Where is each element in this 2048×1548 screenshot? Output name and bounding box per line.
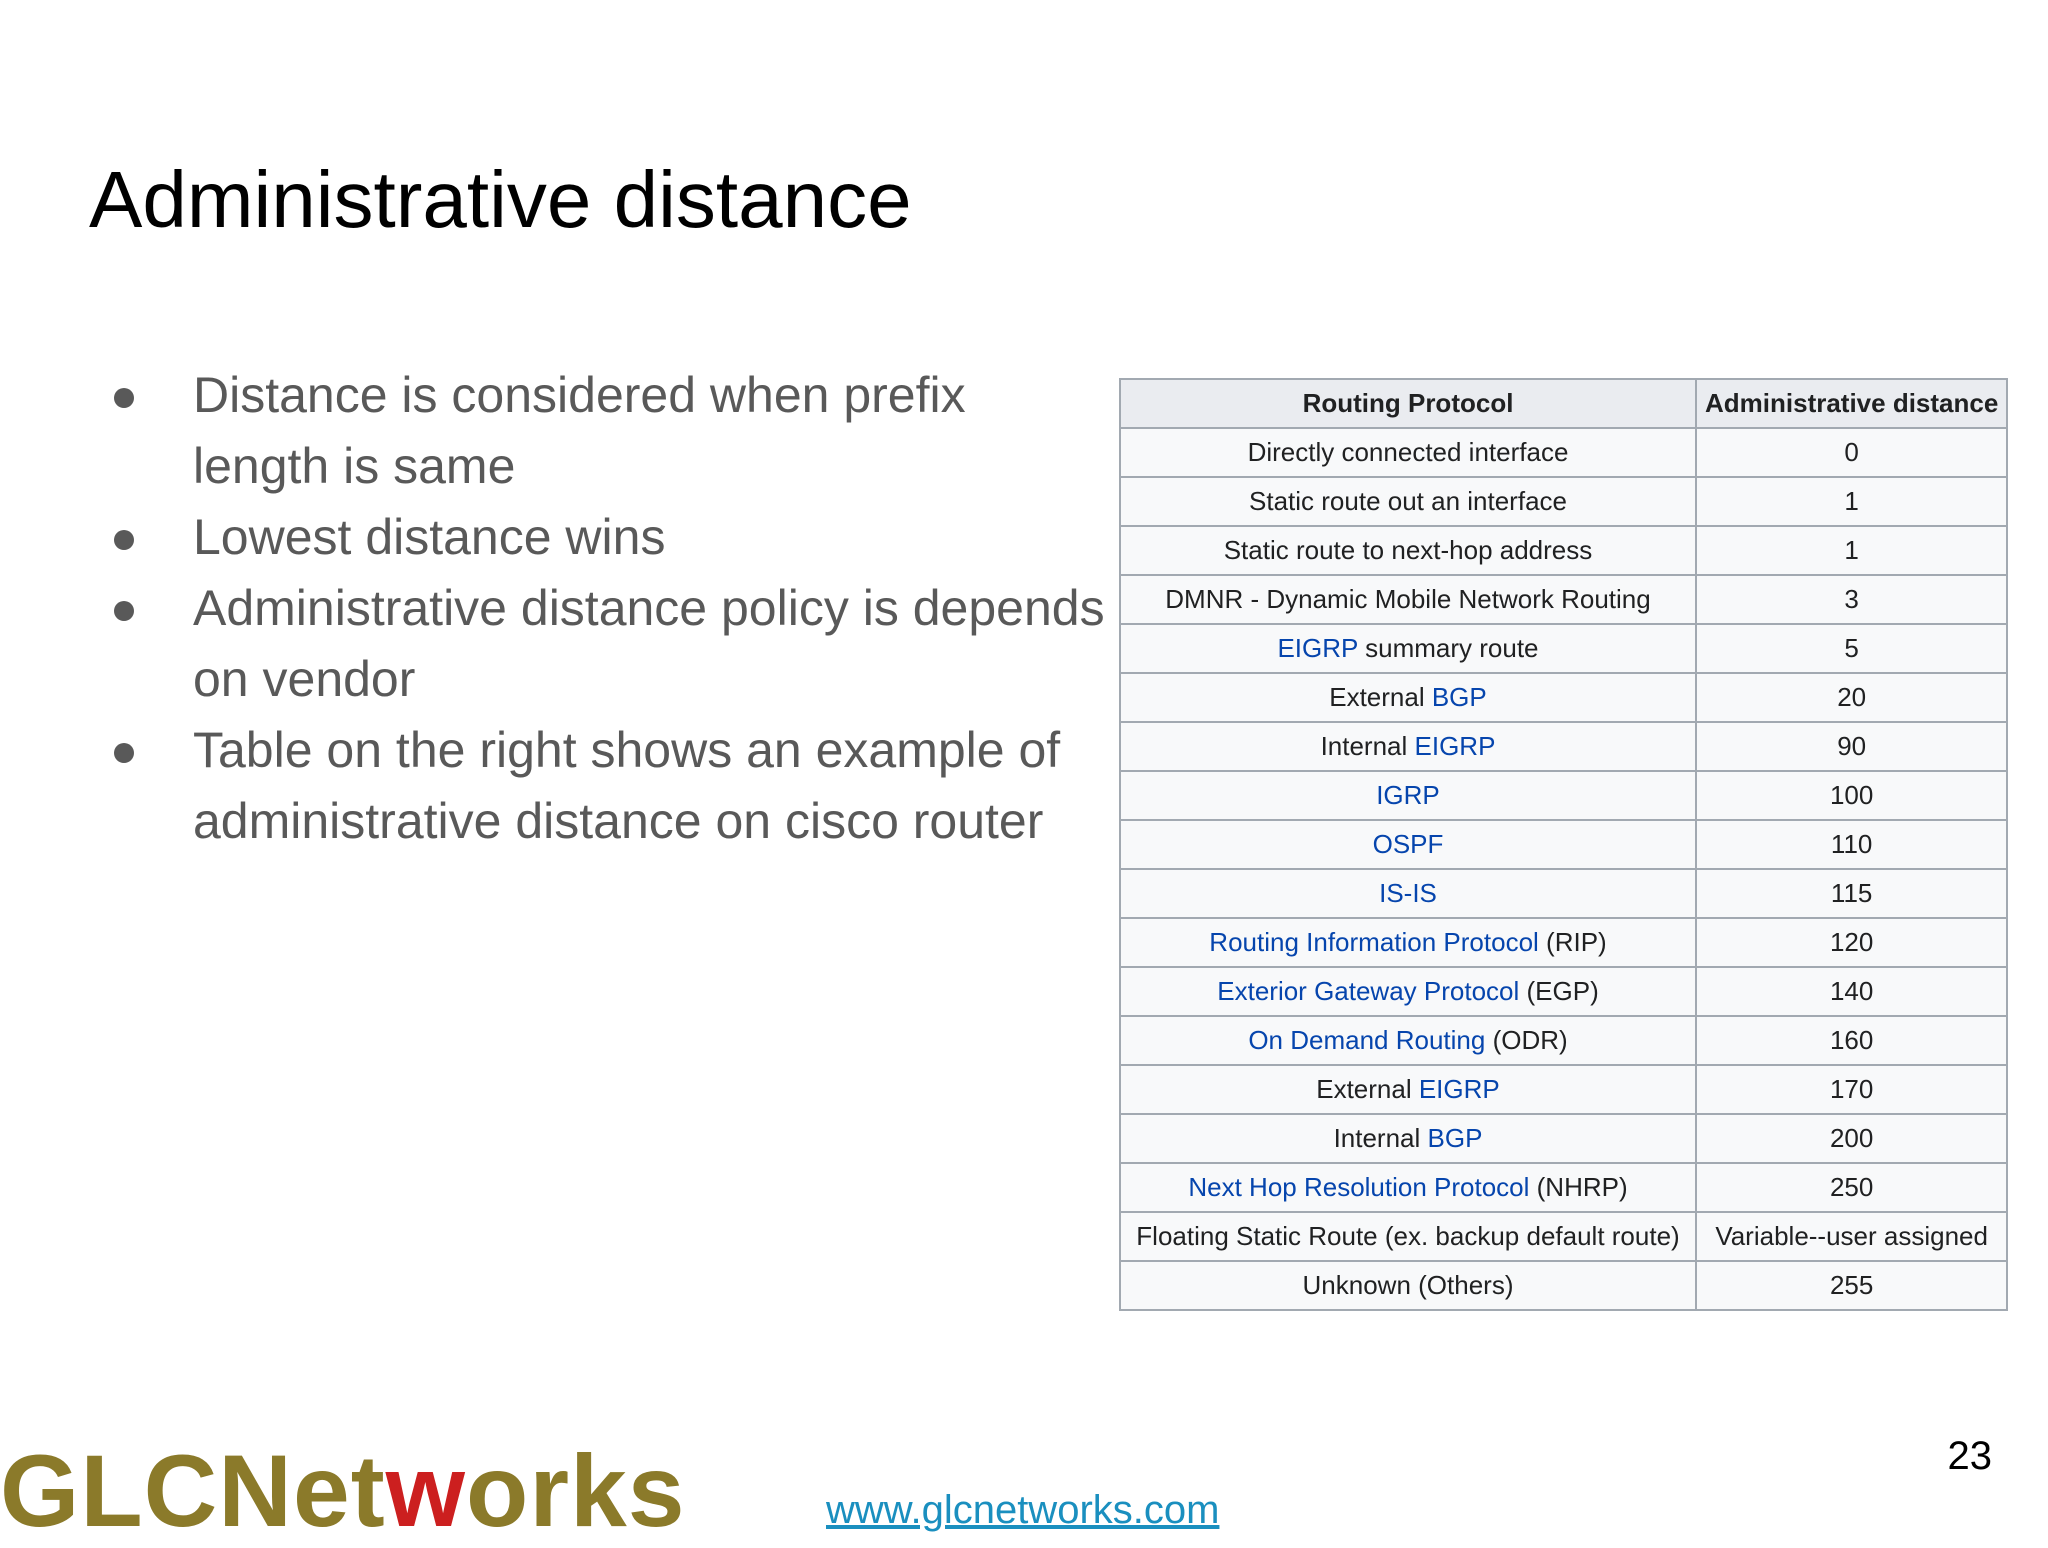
routing-protocol-cell — [1120, 722, 1696, 771]
bullet-dot-icon — [114, 601, 134, 621]
logo-text-start: GLCNet — [0, 1434, 386, 1548]
administrative-distance-cell: 160 — [1696, 1016, 2007, 1065]
table-row — [1120, 673, 2007, 722]
protocol-text: summary route — [1357, 633, 1539, 663]
protocol-text: Static route to next-hop address — [1223, 535, 1593, 565]
routing-protocol-cell — [1120, 1114, 1696, 1163]
routing-protocol-cell — [1120, 869, 1696, 918]
protocol-text: Static route out an interface — [1249, 486, 1567, 516]
administrative-distance-cell: 5 — [1696, 624, 2007, 673]
protocol-text: Directly connected interface — [1247, 437, 1569, 467]
table-row — [1120, 869, 2007, 918]
administrative-distance-cell: 3 — [1696, 575, 2007, 624]
table-row — [1120, 722, 2007, 771]
administrative-distance-cell: 0 — [1696, 428, 2007, 477]
bullet-list — [110, 360, 1110, 857]
protocol-text: (EGP) — [1519, 976, 1599, 1006]
administrative-distance-cell: 100 — [1696, 771, 2007, 820]
administrative-distance-table — [1119, 378, 2008, 1311]
table-row — [1120, 1065, 2007, 1114]
administrative-distance-cell: 1 — [1696, 526, 2007, 575]
routing-protocol-cell — [1120, 575, 1696, 624]
protocol-prefix-text: Internal — [1333, 1123, 1428, 1153]
routing-protocol-cell — [1120, 918, 1696, 967]
administrative-distance-cell: 255 — [1696, 1261, 2007, 1310]
routing-protocol-cell — [1120, 673, 1696, 722]
protocol-prefix-text: External — [1316, 1074, 1419, 1104]
routing-protocol-cell — [1120, 477, 1696, 526]
table-body — [1120, 428, 2007, 1310]
bullet-item — [110, 360, 1110, 502]
table-row — [1120, 1163, 2007, 1212]
administrative-distance-cell: 120 — [1696, 918, 2007, 967]
routing-protocol-cell — [1120, 967, 1696, 1016]
protocol-link[interactable]: BGP — [1431, 682, 1487, 712]
routing-protocol-cell — [1120, 428, 1696, 477]
bullet-dot-icon — [114, 388, 134, 408]
administrative-distance-cell: Variable--user assigned — [1696, 1212, 2007, 1261]
table-row — [1120, 967, 2007, 1016]
administrative-distance-cell: 90 — [1696, 722, 2007, 771]
table-row — [1120, 624, 2007, 673]
table-row — [1120, 820, 2007, 869]
logo-text-end: orks — [466, 1434, 686, 1548]
bullet-text: Administrative distance policy is depends on vendor — [193, 580, 1105, 707]
routing-protocol-cell — [1120, 820, 1696, 869]
protocol-link[interactable]: EIGRP — [1414, 731, 1496, 761]
protocol-link[interactable]: IS-IS — [1379, 878, 1437, 908]
column-header-administrative-distance: Administrative distance — [1696, 379, 2007, 428]
administrative-distance-cell: 110 — [1696, 820, 2007, 869]
protocol-text: DMNR - Dynamic Mobile Network Routing — [1165, 584, 1651, 614]
table-row — [1120, 771, 2007, 820]
table-row — [1120, 1016, 2007, 1065]
logo-text-accent: w — [385, 1434, 467, 1548]
protocol-text: (ODR) — [1485, 1025, 1568, 1055]
administrative-distance-cell: 115 — [1696, 869, 2007, 918]
protocol-link[interactable]: IGRP — [1376, 780, 1440, 810]
protocol-text: (NHRP) — [1529, 1172, 1628, 1202]
glcnetworks-logo — [0, 1434, 686, 1548]
protocol-link[interactable]: Exterior Gateway Protocol — [1217, 976, 1520, 1006]
bullet-item — [110, 502, 1110, 573]
bullet-text: Table on the right shows an example of administrative distance on cisco router — [193, 722, 1061, 849]
administrative-distance-cell: 20 — [1696, 673, 2007, 722]
page-number: 23 — [1947, 1434, 1992, 1478]
protocol-link[interactable]: BGP — [1427, 1123, 1483, 1153]
bullet-dot-icon — [114, 530, 134, 550]
table-row — [1120, 526, 2007, 575]
table-row — [1120, 918, 2007, 967]
table-row — [1120, 428, 2007, 477]
protocol-text: Floating Static Route (ex. backup default route) — [1136, 1221, 1680, 1251]
routing-protocol-cell — [1120, 1163, 1696, 1212]
column-header-routing-protocol: Routing Protocol — [1120, 379, 1696, 428]
protocol-link[interactable]: Next Hop Resolution Protocol — [1188, 1172, 1530, 1202]
routing-protocol-cell — [1120, 1212, 1696, 1261]
bullet-dot-icon — [114, 743, 134, 763]
table-row — [1120, 477, 2007, 526]
routing-protocol-cell — [1120, 526, 1696, 575]
protocol-link[interactable]: On Demand Routing — [1248, 1025, 1486, 1055]
routing-protocol-cell — [1120, 1016, 1696, 1065]
protocol-prefix-text: External — [1329, 682, 1432, 712]
routing-protocol-cell — [1120, 1065, 1696, 1114]
table-header-row — [1120, 379, 2007, 428]
administrative-distance-cell: 250 — [1696, 1163, 2007, 1212]
bullet-text: Lowest distance wins — [193, 509, 666, 565]
protocol-text: (RIP) — [1538, 927, 1607, 957]
administrative-distance-cell: 170 — [1696, 1065, 2007, 1114]
bullet-item — [110, 573, 1110, 715]
protocol-link[interactable]: EIGRP — [1277, 633, 1358, 663]
routing-protocol-cell — [1120, 624, 1696, 673]
table-row — [1120, 1114, 2007, 1163]
routing-protocol-cell — [1120, 771, 1696, 820]
administrative-distance-cell: 140 — [1696, 967, 2007, 1016]
slide-title: Administrative distance — [89, 155, 912, 244]
website-link[interactable]: www.glcnetworks.com — [826, 1488, 1220, 1532]
bullet-text: Distance is considered when prefix length is same — [193, 367, 966, 494]
protocol-text: Unknown (Others) — [1302, 1270, 1514, 1300]
protocol-link[interactable]: Routing Information Protocol — [1209, 927, 1539, 957]
routing-protocol-cell — [1120, 1261, 1696, 1310]
table-row — [1120, 575, 2007, 624]
protocol-prefix-text: Internal — [1320, 731, 1415, 761]
administrative-distance-cell: 200 — [1696, 1114, 2007, 1163]
table-row — [1120, 1212, 2007, 1261]
protocol-link[interactable]: OSPF — [1372, 829, 1444, 859]
bullet-item — [110, 715, 1110, 857]
administrative-distance-cell: 1 — [1696, 477, 2007, 526]
protocol-link[interactable]: EIGRP — [1418, 1074, 1500, 1104]
table-row — [1120, 1261, 2007, 1310]
